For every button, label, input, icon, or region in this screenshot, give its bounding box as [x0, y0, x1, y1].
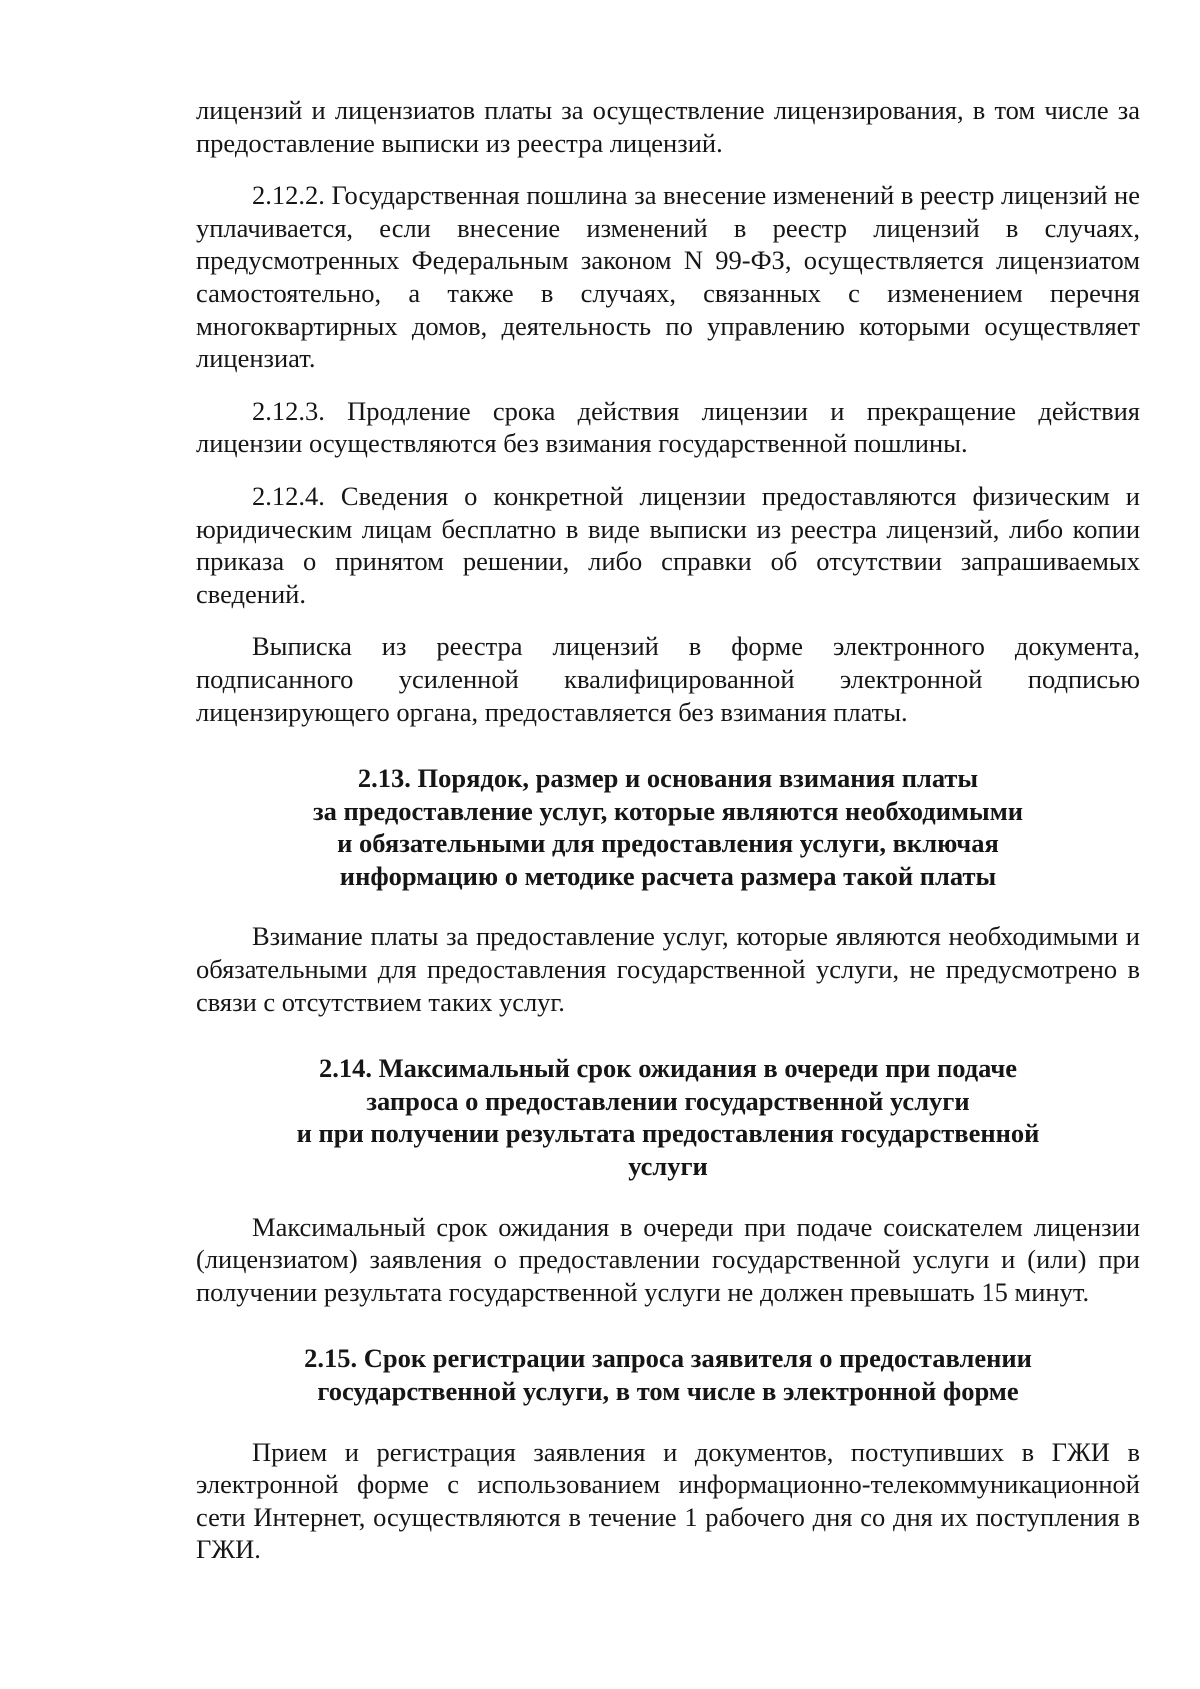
- heading-2-14: [196, 1052, 1140, 1182]
- heading-2-13-line: и обязательными для предоставления услуги, включая: [337, 828, 999, 859]
- document-page: [196, 94, 1140, 1586]
- paragraph-2-13-body: Взимание платы за предоставление услуг, которые являются необходимыми и обязательными для предоставления государственной услуги, не предусмотрено в связи с отсутствием таких услуг.: [196, 921, 1140, 1017]
- paragraph-continuation: лицензий и лицензиатов платы за осуществление лицензирования, в том числе за предоставление выписки из реестра лицензий.: [196, 95, 1140, 158]
- heading-2-14-line: и при получении результата предоставления государственной: [296, 1118, 1040, 1149]
- heading-2-13-line: информацию о методике расчета размера такой платы: [339, 860, 997, 891]
- heading-2-13: [196, 762, 1140, 892]
- heading-2-15-line: государственной услуги, в том числе в электронной форме: [317, 1376, 1019, 1406]
- paragraph-2-12-3: 2.12.3. Продление срока действия лицензии и прекращение действия лицензии осуществляются без взимания государственной пошлины.: [196, 395, 1140, 459]
- heading-2-15-line: 2.15. Срок регистрации запроса заявителя о предоставлении: [304, 1343, 1032, 1374]
- heading-2-14-line: услуги: [628, 1151, 708, 1182]
- paragraph-2-15-body: Прием и регистрация заявления и документов, поступивших в ГЖИ в электронной форме с использованием информационно-телекоммуникационной сети Интернет, осуществляются в течение 1 рабочего дня со дня их поступления в ГЖИ.: [196, 1436, 1140, 1565]
- heading-2-13-line: 2.13. Порядок, размер и основания взимания платы: [357, 763, 979, 794]
- paragraph-extract-free: Выписка из реестра лицензий в форме электронного документа, подписанного усиленной квалифицированной электронной подписью лицензирующего органа, предоставляется без взимания платы.: [196, 631, 1140, 727]
- paragraph-2-12-4: 2.12.4. Сведения о конкретной лицензии предоставляются физическим и юридическим лицам бесплатно в виде выписки из реестра лицензий, либо копии приказа о принятом решении, либо справки об отсутствии запрашиваемых сведений.: [196, 480, 1140, 609]
- paragraph-2-14-body: Максимальный срок ожидания в очереди при подаче соискателем лицензии (лицензиатом) заявления о предоставлении государственной услуги и (или) при получении результата государственной услуги не должен превышать 15 минут.: [196, 1211, 1140, 1307]
- heading-2-14-line: запроса о предоставлении государственной услуги: [366, 1085, 970, 1116]
- paragraph-2-12-2: 2.12.2. Государственная пошлина за внесение изменений в реестр лицензий не уплачивается, если внесение изменений в реестр лицензий в случаях, предусмотренных Федеральным законом N 99-ФЗ, осуществляется лицензиатом самостоятельно, а также в случаях, связанных с изменением перечня многоквартирных домов, деятельность по управлению которыми осуществляет лицензиат.: [196, 180, 1140, 374]
- heading-2-15: [196, 1342, 1140, 1407]
- heading-2-14-line: 2.14. Максимальный срок ожидания в очереди при подаче: [318, 1053, 1018, 1084]
- heading-2-13-line: за предоставление услуг, которые являются необходимыми: [312, 795, 1024, 826]
